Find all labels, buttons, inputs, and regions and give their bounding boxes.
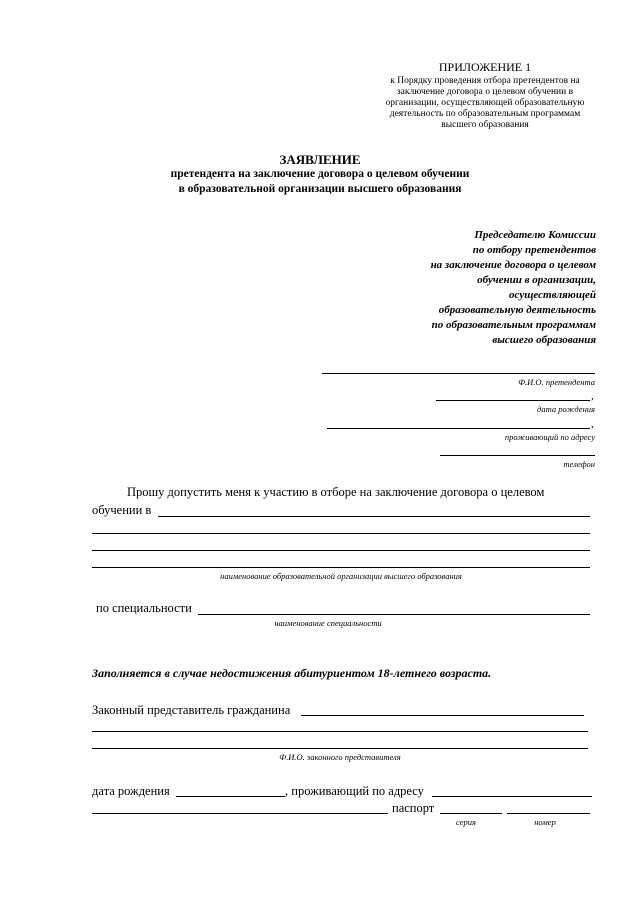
fio-caption: Ф.И.О. претендента xyxy=(518,377,595,387)
specialty-caption: наименование специальности xyxy=(274,618,382,628)
document-title: ЗАЯВЛЕНИЕ xyxy=(279,152,361,167)
specialty-label: по специальности xyxy=(96,601,192,615)
training-in-label: обучении в xyxy=(92,503,152,517)
passport-number-caption: номер xyxy=(534,817,556,827)
org-caption: наименование образовательной организации высшего образования xyxy=(220,571,462,581)
addressee-block xyxy=(431,228,596,348)
appendix-text xyxy=(340,76,630,131)
guardian-address-field-2[interactable] xyxy=(92,813,388,814)
org-field-1[interactable] xyxy=(158,516,590,517)
guardian-dob-field[interactable] xyxy=(176,796,285,797)
document-subtitle-1: претендента на заключение договора о целевом обучении xyxy=(170,168,470,180)
org-field-2[interactable] xyxy=(92,533,590,534)
passport-label: паспорт xyxy=(392,801,435,815)
appendix-line: организации, осуществляющей образовательную xyxy=(385,98,585,108)
representative-field-3[interactable] xyxy=(92,748,588,749)
phone-caption: телефон xyxy=(563,459,595,469)
fio-field[interactable] xyxy=(322,373,595,374)
appendix-line: заключение договора о целевом обучении в xyxy=(396,87,574,97)
guardian-lives-label: , проживающий по адресу xyxy=(285,784,424,798)
passport-number-field[interactable] xyxy=(507,813,590,814)
address-caption: проживающий по адресу xyxy=(504,432,595,442)
passport-series-field[interactable] xyxy=(440,813,502,814)
representative-field-2[interactable] xyxy=(92,731,588,732)
representative-label: Законный представитель гражданина xyxy=(92,703,291,717)
addressee-line: Председателю Комиссии xyxy=(474,229,596,241)
dob-field[interactable] xyxy=(436,400,590,401)
dob-comma: , xyxy=(591,390,594,402)
guardian-address-field-1[interactable] xyxy=(432,796,592,797)
addressee-line: по отбору претендентов xyxy=(472,244,596,256)
phone-field[interactable] xyxy=(440,455,595,456)
request-text: Прошу допустить меня к участию в отборе на заключение договора о целевом xyxy=(127,485,545,499)
appendix-line: высшего образования xyxy=(441,120,529,130)
address-comma: , xyxy=(591,418,594,430)
addressee-line: высшего образования xyxy=(492,334,596,346)
guardian-note: Заполняется в случае недостижения абитуриентом 18-летнего возраста. xyxy=(92,666,492,680)
appendix-title: ПРИЛОЖЕНИЕ 1 xyxy=(438,60,532,74)
representative-caption: Ф.И.О. законного представителя xyxy=(279,752,401,762)
org-field-4[interactable] xyxy=(92,567,590,568)
guardian-dob-label: дата рождения xyxy=(92,784,170,798)
dob-caption: дата рождения xyxy=(537,404,595,414)
passport-series-caption: серия xyxy=(456,817,476,827)
addressee-line: на заключение договора о целевом xyxy=(430,259,596,271)
appendix-line: к Порядку проведения отбора претендентов на xyxy=(390,76,580,86)
appendix-line: деятельность по образовательным программам xyxy=(389,109,581,119)
addressee-line: по образовательным программам xyxy=(431,319,596,331)
specialty-field[interactable] xyxy=(198,614,590,615)
document-subtitle-2: в образовательной организации высшего образования xyxy=(178,183,462,195)
addressee-line: образовательную деятельность xyxy=(438,304,596,316)
org-field-3[interactable] xyxy=(92,550,590,551)
address-field[interactable] xyxy=(327,428,590,429)
addressee-line: осуществляющей xyxy=(509,289,596,301)
representative-field-1[interactable] xyxy=(301,715,584,716)
addressee-line: обучении в организации, xyxy=(477,274,596,286)
